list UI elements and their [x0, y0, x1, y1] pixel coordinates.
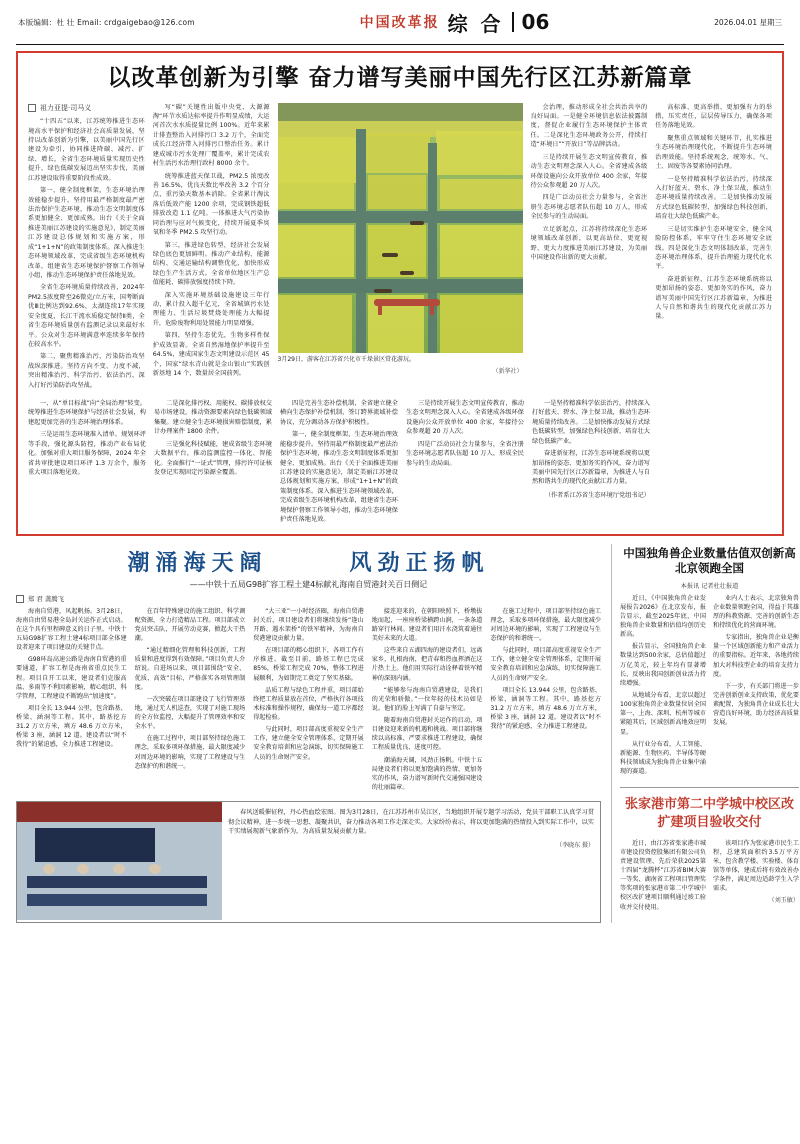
paragraph: 一是坚持精准科学依法治污，持续深入打好蓝天、碧水、净土保卫战，推动生态环境质量持续改善。二是加快推动发展方式绿色低碳转型，加强绿色科技创新，培育壮大绿色低碳产业。	[655, 175, 772, 221]
feature-columns	[16, 607, 601, 796]
feature-column-3	[253, 607, 364, 796]
paragraph: 近日，《中国独角兽企业发展报告2026》在北京发布，报告显示，截至2025年底，中国独角兽企业数量和估值均创历史新高。	[620, 594, 706, 639]
feature-subhead: ——中铁十五局G98扩容工程土建4标献礼海南自贸港封关百日侧记	[189, 579, 428, 589]
page-number: 06	[521, 10, 550, 34]
paragraph: 第一，健全制度框架，生态环境治理效能稳步提升。坚持用最严格制度最严密法治保护生态环境，推动生态文明制度体系更加健全、更加成熟。出台《关于全面推进美丽江苏建设的实施意见》，制定美丽江苏建设总体规划和实施方案，形成“1+1+N”的政策制度体系。深入推进生态环境领域改革，完成省级生态环境机构改革，组建省生态环境保护督察工作领导小组，推动生态环境保护责任落地见效。	[280, 431, 398, 524]
paragraph: 从地域分布看，北京以超过100家独角兽企业数量位居全国第一，上海、深圳、杭州等城市紧随其后，区域创新高地效应明显。	[620, 691, 706, 736]
paragraph: 报告显示，全国独角兽企业数量达到500余家，总估值超过万亿美元，较上年均有显著增长，反映出我国创新创业活力持续增强。	[620, 643, 706, 687]
right-top-column-1	[620, 594, 706, 780]
masthead-editor-info: 本版编辑：杜 壮 Email: crdgaigebao@126.com	[18, 17, 195, 27]
right-bottom-column-2	[713, 839, 799, 915]
paragraph: “十四五”以来，江苏统筹推进生态环境高水平保护和经济社会高质量发展，坚持以改革创新为引擎，以美丽中国先行区建设为牵引，协同推进降碳、减污、扩绿、增长，全省生态环境质量实现历史性提升，绿色低碳发展迈出坚实步伐，美丽江苏建设取得重要阶段性成效。	[28, 118, 145, 182]
picture-news-block	[16, 801, 601, 923]
paragraph: 三是强化科技赋能，建成省级生态环境大数据平台，推动监测监控一体化、智能化。全面推行“一证式”管理，排污许可证核发登记实现固定污染源全覆盖。	[154, 440, 272, 476]
masthead-title-group	[360, 8, 550, 37]
paragraph: 写“碳”关键性出版中央党、大源源淘“环节水质达标率提升作明显成绩，大运河首次水水质提量比例 100%。近年来累计排查整治入河排污口 3.2 万个，全面完成长江经济带入河排污口整治任务。累计建成城市污水处理厂覆盖率，累计完成农村生活污水治理行政村 8000 余个。	[152, 103, 270, 168]
paragraph: “通过精细化管理和科技创新，工程质量和进度得到有效保障。”项目负责人介绍说。自进场以来，项目部围绕“安全、优质、高效”目标，严格落实各项管理制度。	[134, 647, 246, 691]
feature-headline-left: 潮涌海天阔	[127, 550, 268, 576]
paragraph: 接连迎来的，在朝阳映照下，桥墩拔地而起，一座座桥梁横跨山涧，一条条道路穿行林间。建设者们用汗水浇筑着通往美好未来的大道。	[371, 607, 483, 642]
paragraph: 在百年特殊建设的施工组织、科学调配资源，全力打造精品工程。项目部成立党员突击队，开展劳动竞赛，掀起大干热潮。	[134, 607, 246, 642]
paragraph: 潮涌海天阔，风劲正扬帆。中铁十五局建设者们将以更加饱满的热情、更加务实的作风，奋力谱写新时代交通强国建设的壮丽篇章。	[371, 756, 483, 792]
paragraph: 春风送暖催征程，丹心热血绘宏图。图为3月28日，在江苏苏州市吴江区，当地组织开展专题学习活动，党员干部职工认真学习贯彻会议精神，进一步统一思想、凝聚共识，奋力推动各项工作走深走实。大家纷纷表示，将以更加饱满的热情投入到实际工作中，以实干实绩展现新气象新作为，为高质量发展贡献力量。	[228, 809, 594, 836]
bullet-square-icon	[28, 104, 36, 112]
paragraph: 第四，坚持生态优先，生物多样性保护成效显著。全省自然湿地保护率提升至 64.5%，建成国家生态文明建设示范区 45 个，国家“绿水青山就是金山银山”实践创新基地 14 个，数量居全国前列。	[152, 332, 270, 377]
paragraph: 下一步，有关部门将进一步完善创新创业支持政策，优化要素配置，为独角兽企业成长壮大营造良好环境，助力经济高质量发展。	[713, 682, 799, 727]
bullet-square-icon	[16, 595, 24, 603]
divider-bar	[512, 12, 514, 32]
picture-news-text-block	[222, 802, 600, 922]
masthead-rule	[16, 44, 784, 45]
lead-column-5	[655, 103, 772, 393]
paragraph: 业内人士表示，北京独角兽企业数量领跑全国，得益于其雄厚的科教资源、完善的创新生态和持续优化的营商环境。	[713, 594, 799, 629]
paragraph: 这些来自五湖四海的建设者们，远离家乡，扎根海南，把青春和热血挥洒在这片热土上。他们用实际行动诠释着铁军精神的深刻内涵。	[371, 647, 483, 682]
paragraph: 该项目作为张家港市民生工程，总建筑面积约3.5万平方米，包含教学楼、实验楼、体育馆等单体，建成后将有效改善办学条件，满足周边适龄学生入学需求。	[713, 839, 799, 893]
lead-signoff: （作者系江苏省生态环境厅党组书记）	[544, 491, 650, 499]
feature-byline-text: 郑 君 龚腾飞	[28, 594, 65, 603]
paragraph: 从行业分布看，人工智能、新能源、生物医药、半导体等硬科技领域成为独角兽企业集中涌现的赛道。	[620, 740, 706, 776]
right-rail-divider	[620, 787, 799, 788]
paragraph: 深入实施环境基础设施建设三年行动，累计投入超千亿元，全省城镇污水处理能力、生活垃圾焚烧处理能力大幅提升，危险废物利用处置能力明显增强。	[152, 291, 270, 327]
paragraph: 四是完善生态补偿机制，全省建立健全横向生态保护补偿机制，签订跨界流域补偿协议，充分调动各方保护积极性。	[280, 400, 398, 426]
paragraph: 第二，聚焦精准治污，污染防治攻坚战纵深推进。坚持方向不变、力度不减，突出精准治污、科学治污、依法治污，深入打好污染防治攻坚战。	[28, 353, 145, 389]
photo-caption: 3月29日，游客在江苏省兴化市千垛景区赏花游玩。	[277, 355, 415, 363]
paragraph: 近日，由江苏省张家港市城市建设投资控股集团有限公司负责建设管理、先后荣获2025第十四届“龙腾杯”江苏省BIM大赛一等奖、湖南省工程项目管理奖等奖项的张家港市第二中学城中校区改扩建项目顺利通过竣工验收并交付使用。	[620, 839, 706, 911]
right-bottom-credit: （刘玉敏）	[768, 897, 799, 905]
lead-byline-text: 祖力亚提·司马义	[40, 103, 92, 112]
paragraph: 三是运用生态环境准入清单、规划环评等手段，强化源头防控，推动产业布局优化。加强对重大项目服务保障，2024 年全省共审批建设项目环评 1.3 万余个，服务重大项目落地见效。	[28, 431, 146, 476]
paragraph: 全省生态环境质量持续改善，2024年PM2.5浓度降至26微克/立方米，国考断面优Ⅲ比例达到92.6%，太湖连续17年实现安全度夏，长江干流水质稳定保持Ⅱ类，全省生态环境质量创有监测记录以来最好水平。公众对生态环境满意率连续多年保持在较高水平。	[28, 284, 145, 348]
lead-column-4	[531, 103, 648, 393]
right-top-column-2	[713, 594, 799, 780]
paragraph: 奋进新征程，江苏生态环境系统将以更加昂扬的姿态、更加务实的作风，奋力谱写美丽中国先行区江苏新篇章，为推进人与自然和谐共生的现代化贡献江苏力量。	[655, 275, 772, 321]
feature-headline-right: 风劲正扬帆	[349, 550, 490, 576]
paragraph: 与此同时，项目部高度重视安全生产工作，建立健全安全管理体系，定期开展安全教育培训和应急演练，切实保障施工人员的生命财产安全。	[490, 647, 601, 682]
paragraph: 四是广泛动员社会力量参与，全省注册生态环境志愿者队伍超 10 万人，形成全民参与的生动局面。	[406, 440, 524, 467]
paragraph: “能够参与海南自贸港建设，是我们的光荣和骄傲。”一位年轻的技术员如是说。他们的脸上写满了自豪与坚定。	[371, 686, 483, 712]
paragraph: 专家指出，独角兽企业是衡量一个区域创新能力和产业活力的重要指标。近年来，各地持续加大对科技型企业的培育支持力度。	[713, 634, 799, 678]
paragraph: 项目全长 13.944 公里，包含路基、桥梁、涵洞等工程。其中，路基挖方 31.2 万立方米，填方 48.6 万立方米，桥梁 3 座，涵洞 12 道。建设者以“时不我待”的紧迫感，全力推进工程建设。	[490, 686, 601, 731]
section-name: 综 合	[447, 11, 504, 36]
picture-news-credit: （李晓东 摄）	[556, 842, 594, 850]
lead-top-columns	[28, 103, 772, 393]
feature-byline	[16, 594, 601, 603]
feature-article	[16, 544, 601, 924]
right-top-headline: 中国独角兽企业数量估值双创新高 北京领跑全国	[623, 545, 796, 576]
lead-bottom-col-4	[406, 399, 524, 527]
paragraph: 一是坚持精准科学依法治污，持续深入打好蓝天、碧水、净土保卫战，推动生态环境质量持续改善。二是加快推动发展方式绿色低碳转型，加强绿色科技创新，培育壮大绿色低碳产业。	[532, 400, 650, 445]
masthead	[14, 0, 786, 44]
paragraph: 三是切实维护生态环境安全，健全风险防控体系，牢牢守住生态环境安全底线。四是深化生态文明体制改革，完善生态环境治理体系，提升治理能力现代化水平。	[655, 225, 772, 271]
paragraph: 统筹推进蓝天保卫战，PM2.5 浓度改善 16.5%，优良天数比率改善 3.2 个百分点，重污染天数基本消除。全省累计淘汰落后低效产能 1200 余项，完成钢铁超低排放改造 1.1 亿吨。一体推进大气污染协同治理与应对气候变化，持续开展夏季臭氧和冬季 PM2.5 攻坚行动。	[152, 172, 270, 237]
lead-bottom-col-2	[154, 399, 272, 527]
feature-headline	[16, 544, 601, 579]
paragraph: 二是深化排污权、用能权、碳排放权交易市场建设，推动资源要素向绿色低碳领域集聚。建立健全生态环境损害赔偿制度，累计办理案件 1800 余件。	[154, 400, 272, 436]
paragraph: 在施工过程中，项目部坚持绿色施工理念，采取多项环保措施，最大限度减少对周边环境的影响，实现了工程建设与生态保护的和谐统一。	[134, 735, 246, 770]
paragraph: 在施工过程中，项目部坚持绿色施工理念，采取多项环保措施，最大限度减少对周边环境的影响，实现了工程建设与生态保护的和谐统一。	[490, 607, 601, 642]
paragraph: 四是广泛动员社会力量参与，全省注册生态环境志愿者队伍超 10 万人，形成全民参与的生动局面。	[530, 194, 648, 221]
lead-photo-block	[278, 103, 523, 393]
paragraph: 项目全长 13.944 公里，包含路基、桥梁、涵洞等工程。其中，路基挖方 31.2 万立方米，填方 48.6 万立方米，桥梁 3 座，涵洞 12 道。建设者以“时不我待”的紧迫感，全力推进工程建设。	[16, 704, 127, 749]
paragraph: 随着海南自贸港封关运作的启动，项目建设迎来新的机遇和挑战。项目部将继续以高标准、严要求推进工程建设，确保工程质量优良、进度可控。	[371, 717, 483, 752]
paragraph: G98环岛高速公路是海南自贸港的重要通道，扩容工程是海南省重点民生工程。项目自开工以来，建设者们克服高温、多雨等不利因素影响，精心组织、科学管理，工程建设不断跑出“加速度”。	[16, 656, 127, 700]
paragraph: 聚焦重点领域和关键环节，扎实推进生态环境治理现代化，不断提升生态环境治理效能。坚持系统观念，统筹水、气、土、固废等各要素协同治理。	[655, 134, 772, 171]
paragraph: 会治理，推动形成全社会共治共享的良好局面。一是健全环境信息依法披露制度，督促企业履行生态环境保护主体责任。二是深化生态环境政务公开，持续打造“环境日”“开放日”等品牌活动。	[530, 103, 648, 149]
rapeseed-field-photo	[278, 103, 523, 353]
right-top-columns	[620, 594, 799, 780]
lead-column-2	[153, 103, 270, 393]
lead-bottom-col-3	[280, 399, 398, 527]
lead-bottom-col-5	[532, 399, 650, 527]
lead-column-1	[28, 103, 145, 393]
paragraph: 立足新起点，江苏将持续深化生态环境领域改革创新，以更高站位、更宽视野、更大力度推进美丽江苏建设，为美丽中国建设作出新的更大贡献。	[530, 225, 648, 261]
lead-bottom-columns	[28, 399, 772, 527]
right-rail	[611, 544, 799, 924]
paragraph: 奋进新征程，江苏生态环境系统将以更加昂扬的姿态、更加务实的作风，奋力谱写美丽中国先行区江苏新篇章，为推进人与自然和谐共生的现代化贡献江苏力量。	[532, 450, 650, 486]
paragraph: 第三，推进绿色转型，经济社会发展绿色底色更加鲜明。推动产业结构、能源结构、交通运输结构调整优化，加快形成绿色生产生活方式。全省单位地区生产总值能耗、碳排放强度持续下降。	[152, 241, 270, 287]
masthead-date: 2026.04.01 星期三	[714, 17, 782, 27]
feature-column-4	[372, 607, 483, 796]
paragraph: 三是持续开展生态文明宣传教育，推动生态文明理念深入人心。全省建成各级环保设施向公众开放单位 400 余家，年接待公众参观超 20 万人次。	[530, 153, 648, 189]
right-bottom-column-1	[620, 839, 706, 915]
right-top-byline: 本报讯 记者杜壮报道	[680, 582, 739, 590]
feature-column-5	[490, 607, 601, 796]
paragraph: “大三亚”一小时经济圈，海南自贸港封关后，项目建设者们将继续发扬“逢山开路、遇水架桥”的铁军精神，为海南自贸港建设贡献力量。	[253, 607, 364, 642]
feature-column-2	[135, 607, 246, 796]
paragraph: 第一，健全制度框架，生态环境治理效能稳步提升。坚持用最严格制度最严密法治保护生态环境，推动生态文明制度体系更加健全、更加成熟。出台《关于全面推进美丽江苏建设的实施意见》，制定美丽江苏建设总体规划和实施方案，形成“1+1+N”的政策制度体系。深入推进生态环境领域改革，完成省级生态环境机构改革，组建省生态环境保护督察工作领导小组，推动生态环境保护责任落地见效。	[28, 187, 145, 279]
lead-byline	[28, 103, 145, 114]
right-bottom-columns	[620, 839, 799, 915]
lead-bottom-col-1	[28, 399, 146, 527]
feature-column-1	[16, 607, 127, 796]
paragraph: 三是持续开展生态文明宣传教育，推动生态文明理念深入人心。全省建成各级环保设施向公众开放单位 400 余家，年接待公众参观超 20 万人次。	[406, 400, 524, 436]
paragraph: 一、从“单目标战”向“全局治理”转变。统筹推进生态环境保护与经济社会发展，构建起更加完善的生态环境治理体系。	[28, 400, 146, 426]
right-bottom-headline: 张家港市第二中学城中校区改扩建项目验收交付	[624, 797, 794, 831]
lead-article	[16, 51, 784, 536]
paragraph: 一次突破在项目部建设了飞行管理基地，通过无人机巡查，实现了对施工现场的全方位监控，大幅提升了管理效率和安全水平。	[134, 695, 246, 731]
paragraph: 海南自贸港，风起帆扬。3月28日，海南自由贸易港全岛封关运作正式启动。在这个具有里程碑意义的日子里，中铁十五局G98扩容工程土建4标项目部全体建设者迎来了项目建设的关键节点。	[16, 607, 127, 652]
paragraph: 在项目部的精心组织下，各项工作有序推进。截至目前，路基工程已完成 85%，桥梁工程完成 70%，整体工程进展顺利，为如期完工奠定了坚实基础。	[253, 647, 364, 682]
paragraph: 品质工程与绿色工程并重，项目部始终把工程质量放在首位，严格执行各项技术标准和操作规程，确保每一道工序都经得起检验。	[253, 686, 364, 722]
lead-headline: 以改革创新为引擎 奋力谱写美丽中国先行区江苏新篇章	[107, 65, 693, 91]
picture-news-photo	[17, 802, 222, 920]
paragraph: 高标准、更高举措、更加强有力的举措，压实责任，层层传导压力，确保各项任务落地见效。	[655, 103, 772, 130]
photo-credit: （新华社）	[492, 367, 523, 375]
lower-section	[14, 544, 799, 924]
paragraph: 与此同时，项目部高度重视安全生产工作，建立健全安全管理体系，定期开展安全教育培训和应急演练，切实保障施工人员的生命财产安全。	[253, 726, 364, 761]
paper-name: 中国改革报	[359, 15, 440, 31]
